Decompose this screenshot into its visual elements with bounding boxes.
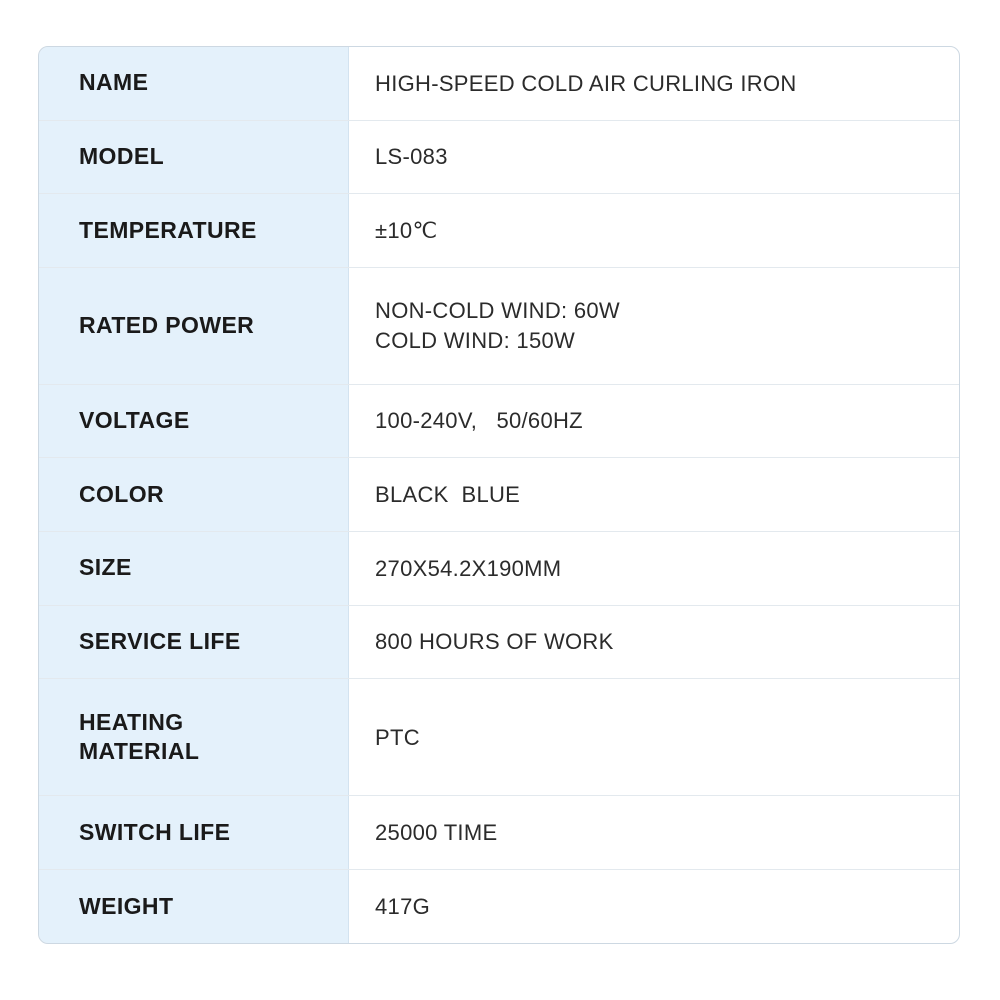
row-value-model bbox=[349, 120, 960, 194]
table-row bbox=[39, 679, 960, 796]
row-label-switch-life: SWITCH LIFE bbox=[39, 796, 349, 870]
row-value-temperature bbox=[349, 194, 960, 268]
row-value-name bbox=[349, 47, 960, 121]
table-row bbox=[39, 194, 960, 268]
value-line: 800 HOURS OF WORK bbox=[375, 629, 614, 655]
value-line: 417G bbox=[375, 893, 431, 919]
row-label-color: COLOR bbox=[39, 458, 349, 532]
row-label-voltage: VOLTAGE bbox=[39, 384, 349, 458]
row-value-weight bbox=[349, 870, 960, 944]
row-label-weight: WEIGHT bbox=[39, 870, 349, 944]
row-label-service-life: SERVICE LIFE bbox=[39, 605, 349, 679]
table-row bbox=[39, 870, 960, 944]
table-row bbox=[39, 384, 960, 458]
value-line: LS-083 bbox=[375, 144, 448, 170]
row-value-voltage bbox=[349, 384, 960, 458]
row-label-name: NAME bbox=[39, 47, 349, 121]
row-label-model: MODEL bbox=[39, 120, 349, 194]
value-line: 270X54.2X190MM bbox=[375, 555, 562, 581]
row-value-rated-power bbox=[349, 268, 960, 384]
table-row bbox=[39, 605, 960, 679]
row-value-heating-material bbox=[349, 679, 960, 796]
row-label-temperature: TEMPERATURE bbox=[39, 194, 349, 268]
table-row bbox=[39, 532, 960, 606]
value-line: ±10℃ bbox=[375, 217, 438, 243]
value-line: 100-240V, 50/60HZ bbox=[375, 408, 583, 434]
value-line: PTC bbox=[375, 724, 420, 750]
value-line: BLACK BLUE bbox=[375, 481, 521, 507]
table-row bbox=[39, 796, 960, 870]
row-label-size: SIZE bbox=[39, 532, 349, 606]
value-line: NON-COLD WIND: 60W bbox=[375, 298, 620, 324]
row-value-switch-life bbox=[349, 796, 960, 870]
table-row bbox=[39, 458, 960, 532]
row-value-color bbox=[349, 458, 960, 532]
table-row bbox=[39, 268, 960, 384]
row-label-heating-material bbox=[39, 679, 349, 796]
table-row bbox=[39, 120, 960, 194]
table-body bbox=[39, 47, 960, 944]
label-line: HEATING bbox=[79, 708, 184, 735]
row-value-size bbox=[349, 532, 960, 606]
value-line: COLD WIND: 150W bbox=[375, 327, 576, 353]
table-row bbox=[39, 47, 960, 121]
value-line: HIGH-SPEED COLD AIR CURLING IRON bbox=[375, 70, 797, 96]
label-line: MATERIAL bbox=[79, 738, 200, 765]
row-value-service-life bbox=[349, 605, 960, 679]
value-line: 25000 TIME bbox=[375, 820, 498, 845]
row-label-rated-power: RATED POWER bbox=[39, 268, 349, 384]
specification-table bbox=[38, 46, 960, 944]
